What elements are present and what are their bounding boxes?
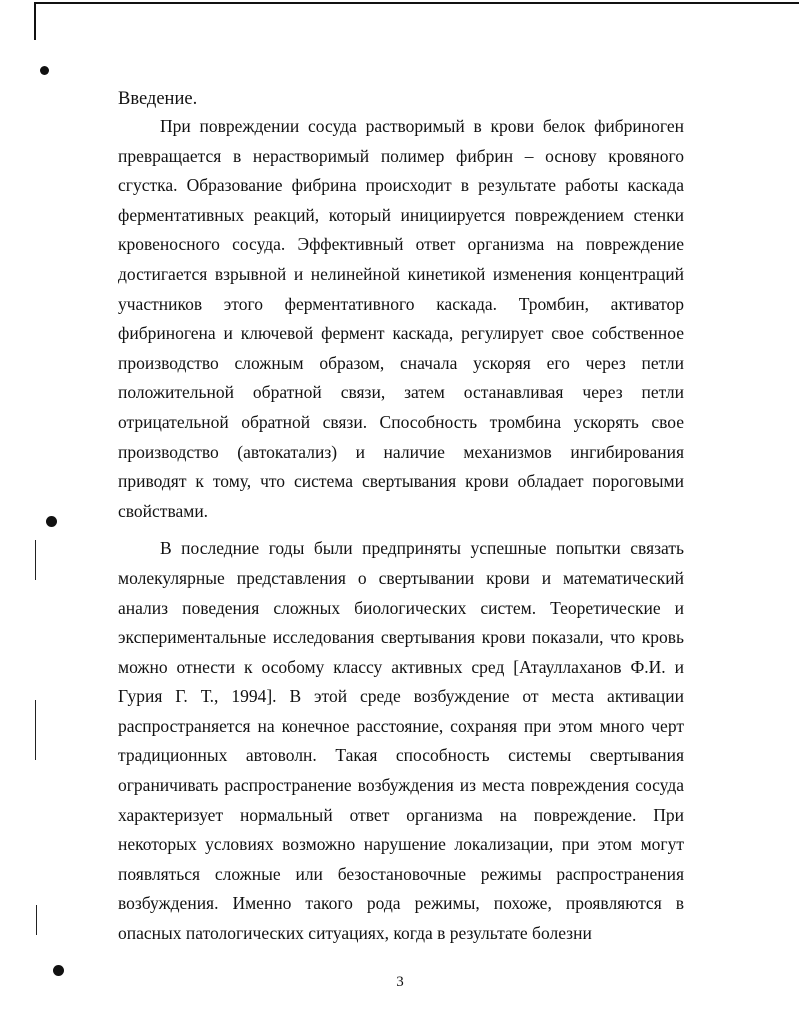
scan-edge-mark [35, 540, 36, 580]
punch-hole-mark-bottom [53, 965, 64, 976]
scan-edge-mark [35, 700, 36, 760]
scan-edge-mark [36, 905, 37, 935]
page-number: 3 [396, 974, 404, 990]
scan-border-top [34, 2, 799, 4]
punch-hole-mark-middle [46, 516, 57, 527]
scan-border-left [34, 2, 36, 40]
section-heading: Введение. [118, 89, 198, 109]
paragraph-2: В последние годы были предприняты успешные попытки связать молекулярные представления о свертывании крови и математический анализ поведения сложных биологических систем. Теоретические и экспериментальные исследования свертывания крови показали, что кровь можно отнести к особому классу активных сред [Атауллаханов Ф.И. и Гурия Г. Т., 1994]. В этой среде возбуждение от места активации распространяется на конечное расстояние, сохраняя при этом много черт традиционных автоволн. Такая способность системы свертывания ограничивать распространение возбуждения из места повреждения сосуда характеризует нормальный ответ организма на повреждение. При некоторых условиях возможно нарушение локализации, при этом могут появляться сложные или безостановочные режимы распространения возбуждения. Именно такого рода режимы, похоже, проявляются в опасных патологических ситуациях, когда в результате болезни [118, 538, 684, 944]
document-page [118, 86, 684, 949]
paragraph-1: При повреждении сосуда растворимый в крови белок фибриноген превращается в нерастворимый полимер фибрин – основу кровяного сгустка. Образование фибрина происходит в результате работы каскада ферментативных реакций, который инициируется повреждением стенки кровеносного сосуда. Эффективный ответ организма на повреждение достигается взрывной и нелинейной кинетикой изменения концентраций участников этого ферментативного каскада. Тромбин, активатор фибриногена и ключевой фермент каскада, регулирует свое собственное производство сложным образом, сначала ускоряя его через петли положительной обратной связи, затем останавливая через петли отрицательной обратной связи. Способность тромбина ускорять свое производство (автокатализ) и наличие механизмов ингибирования приводят к тому, что система свертывания крови обладает пороговыми свойствами. [118, 116, 684, 521]
punch-hole-mark-top [40, 66, 49, 75]
